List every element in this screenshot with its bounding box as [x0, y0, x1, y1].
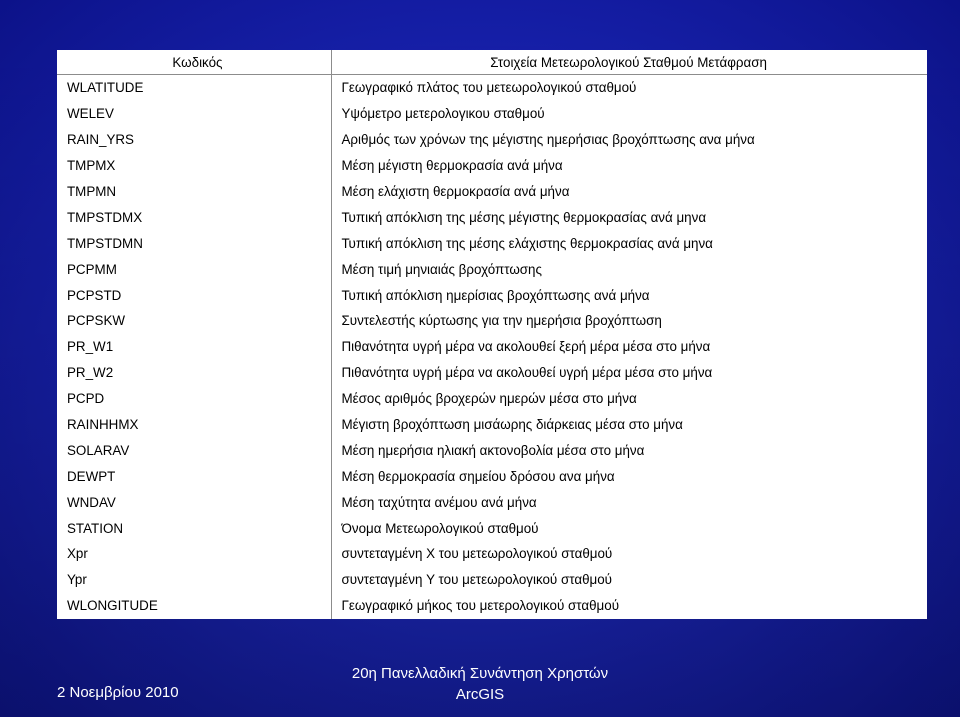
variable-code: RAIN_YRS: [67, 132, 134, 148]
table-row: [57, 334, 927, 360]
table-header-row: [57, 50, 927, 75]
table-row: [57, 437, 927, 463]
table-row: [57, 489, 927, 515]
variable-description: Αριθμός των χρόνων της μέγιστης ημερήσιας βροχόπτωσης ανα μήνα: [331, 127, 927, 153]
variable-description: Μέση θερμοκρασία σημείου δρόσου ανα μήνα: [331, 463, 927, 489]
variable-code: PCPSKW: [67, 313, 126, 329]
variable-description: Όνομα Μετεωρολογικού σταθμού: [331, 515, 927, 541]
table-row: [57, 541, 927, 567]
variable-description: Μέση ημερήσια ηλιακή ακτονοβολία μέσα στο μήνα: [331, 437, 927, 463]
table-row: [57, 463, 927, 489]
variable-description: Πιθανότητα υγρή μέρα να ακολουθεί υγρή μέρα μέσα στο μήνα: [331, 360, 927, 386]
variable-description: Συντελεστής κύρτωσης για την ημερήσια βροχόπτωση: [331, 308, 927, 334]
variable-description: Τυπική απόκλιση της μέσης ελάχιστης θερμοκρασίας ανά μηνα: [331, 230, 927, 256]
variable-description: Υψόμετρο μετερολογικου σταθμού: [331, 101, 927, 127]
variable-description: συντεταγμένη X του μετεωρολογικού σταθμού: [331, 541, 927, 567]
variable-description: Μέση ελάχιστη θερμοκρασία ανά μήνα: [331, 179, 927, 205]
variable-code: WNDAV: [67, 494, 116, 510]
variable-code: PCPSTD: [67, 287, 122, 303]
variable-code: WLATITUDE: [67, 80, 144, 96]
variable-code: WELEV: [67, 106, 114, 122]
table-row: [57, 204, 927, 230]
column-header-code: Κωδικός: [57, 50, 331, 75]
table-body: [57, 75, 927, 619]
table-row: [57, 230, 927, 256]
table-row: [57, 127, 927, 153]
variables-table: [57, 50, 927, 619]
variable-description: Γεωγραφικό μήκος του μετερολογικού σταθμού: [331, 593, 927, 619]
variable-description: Πιθανότητα υγρή μέρα να ακολουθεί ξερή μέρα μέσα στο μήνα: [331, 334, 927, 360]
table-row: [57, 256, 927, 282]
table-row: [57, 179, 927, 205]
variable-code: Xpr: [67, 546, 88, 562]
table-row: [57, 101, 927, 127]
variable-code: DEWPT: [67, 468, 116, 484]
footer-date: 2 Νοεμβρίου 2010: [57, 684, 179, 701]
table-row: [57, 75, 927, 101]
variable-description: Τυπική απόκλιση ημερίσιας βροχόπτωσης ανά μήνα: [331, 282, 927, 308]
variable-code: WLONGITUDE: [67, 598, 158, 614]
table-row: [57, 308, 927, 334]
variable-code: RAINHHMX: [67, 417, 139, 433]
variable-code: PR_W2: [67, 365, 114, 381]
variable-description: Τυπική απόκλιση της μέσης μέγιστης θερμοκρασίας ανά μηνα: [331, 204, 927, 230]
variable-code: Ypr: [67, 572, 87, 588]
variable-description: Μέση ταχύτητα ανέμου ανά μήνα: [331, 489, 927, 515]
variable-code: TMPSTDMN: [67, 235, 143, 251]
variable-code: SOLARAV: [67, 442, 130, 458]
table-row: [57, 412, 927, 438]
variable-description: Μέση τιμή μηνιαιάς βροχόπτωσης: [331, 256, 927, 282]
table-row: [57, 153, 927, 179]
table-row: [57, 282, 927, 308]
variable-description: Μέση μέγιστη θερμοκρασία ανά μήνα: [331, 153, 927, 179]
variable-code: PCPD: [67, 391, 105, 407]
data-table: [57, 50, 927, 619]
variable-description: συντεταγμένη Y του μετεωρολογικού σταθμού: [331, 567, 927, 593]
variable-description: Μέγιστη βροχόπτωση μισάωρης διάρκειας μέσα στο μήνα: [331, 412, 927, 438]
table-row: [57, 567, 927, 593]
footer-event: [320, 663, 640, 705]
table-row: [57, 515, 927, 541]
variable-code: TMPMN: [67, 184, 117, 199]
variable-code: PR_W1: [67, 339, 114, 355]
table-row: [57, 360, 927, 386]
table-row: [57, 386, 927, 412]
variable-code: TMPMX: [67, 158, 116, 174]
variable-code: STATION: [67, 520, 124, 536]
variable-code: TMPSTDMX: [67, 209, 143, 225]
footer-event-line1: 20η Πανελλαδική Συνάντηση Χρηστών: [351, 665, 609, 682]
footer-event-line2: ArcGIS: [455, 686, 505, 703]
column-header-description: Στοιχεία Μετεωρολογικού Σταθμού Μετάφραση: [331, 50, 927, 75]
variable-description: Μέσος αριθμός βροχερών ημερών μέσα στο μήνα: [331, 386, 927, 412]
variable-code: PCPMM: [67, 261, 117, 277]
table-row: [57, 593, 927, 619]
variable-description: Γεωγραφικό πλάτος του μετεωρολογικού σταθμού: [331, 75, 927, 101]
